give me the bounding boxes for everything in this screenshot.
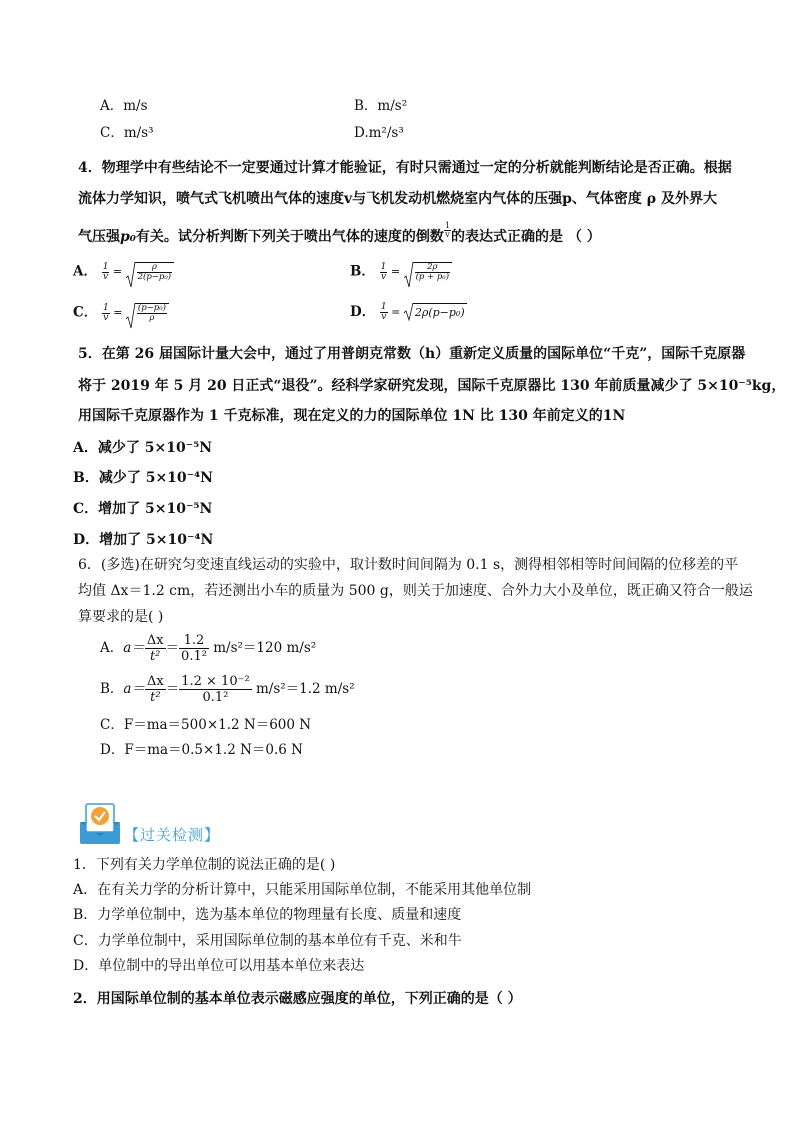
- q5-line-1: 5．在第 26 届国际计量大会中，通过了用普朗克常数（h）重新定义质量的国际单位“千克”，国际千克原器: [78, 346, 746, 362]
- q4-option-c: C． $\frac{1}{v}$ = $\frac{\text{(p−p₀)}}{\rho}$: [73, 303, 169, 323]
- q6-line-3: 算要求的是( ): [78, 609, 164, 625]
- q4-line-3: 气压强p₀有关。试分析判断下列关于喷出气体的速度的倒数 $\frac{1}{v}$ 的表达式正确的是 （ ）: [78, 221, 601, 245]
- p1-question: 1．下列有关力学单位制的说法正确的是( ): [73, 857, 336, 873]
- q4-option-a: A． $\frac{1}{v}$ = $\frac{\rho}{\text{2(p−p₀)}}$: [73, 262, 174, 282]
- p1-option-c: C．力学单位制中，采用国际单位制的基本单位有千克、米和牛: [73, 933, 462, 949]
- q6-line-1: 6．(多选)在研究匀变速直线运动的实验中，取计数时间间隔为 0.1 s，测得相邻相等时间间隔的位移差的平: [78, 557, 739, 573]
- q3-option-a: A．m/s: [100, 98, 148, 114]
- q3-option-d: D.m²/s³: [354, 125, 404, 141]
- q6-option-c: C．F＝ma＝500×1.2 N＝600 N: [100, 717, 312, 733]
- q5-option-c: C．增加了 5×10⁻⁵N: [73, 501, 213, 517]
- q4-line-1: 4．物理学中有些结论不一定要通过计算才能验证，有时只需通过一定的分析就能判断结论是否正确。根据: [78, 160, 732, 176]
- q6-option-a: A．a＝ $\frac{\Delta x}{\text{t²}}$ ＝ $\frac{1.2}{\text{0.1²}}$ m/s²＝120 m/s²: [100, 633, 317, 664]
- q6-line-2: 均值 Δx＝1.2 cm，若还测出小车的质量为 500 g，则关于加速度、合外力大小及单位，既正确又符合一般运: [78, 583, 753, 599]
- section-title: 【过关检测】: [124, 826, 221, 844]
- q6-option-d: D．F＝ma＝0.5×1.2 N＝0.6 N: [100, 742, 303, 758]
- p1-option-d: D．单位制中的导出单位可以用基本单位来表达: [73, 958, 365, 974]
- q3-option-c: C．m/s³: [100, 125, 154, 141]
- q4-option-b: B． $\frac{1}{v}$ = $\frac{2\rho}{\text{(p + p₀)}}$: [350, 262, 452, 282]
- q5-option-d: D．增加了 5×10⁻⁴N: [73, 532, 214, 548]
- q5-option-a: A．减少了 5×10⁻⁵N: [73, 440, 213, 456]
- p1-option-a: A．在有关力学的分析计算中，只能采用国际单位制，不能采用其他单位制: [73, 882, 532, 898]
- p1-option-b: B．力学单位制中，选为基本单位的物理量有长度、质量和速度: [73, 907, 462, 923]
- q3-option-b: B．m/s²: [354, 98, 408, 114]
- p2-question: 2．用国际单位制的基本单位表示磁感应强度的单位，下列正确的是（ ）: [73, 991, 522, 1007]
- q5-line-2: 将于 2019 年 5 月 20 日正式“退役”。经科学家研究发现，国际千克原器比 130 年前质量减少了 5×10⁻⁵kg，: [78, 378, 786, 394]
- check-badge-icon: [78, 800, 124, 846]
- q6-option-b: B．a＝ $\frac{\Delta x}{\text{t²}}$ ＝ $\frac{\text{1.2 × 10⁻²}}{\text{0.1²}}$ m/s²＝1.2 m/s²: [100, 674, 355, 705]
- q5-option-b: B．减少了 5×10⁻⁴N: [73, 470, 213, 486]
- q4-option-d: D． $\frac{1}{v}$ = 2ρ(p−p₀): [350, 302, 465, 322]
- q4-line-2: 流体力学知识，喷气式飞机喷出气体的速度v与飞机发动机燃烧室内气体的压强p、气体密度 ρ 及外界大: [78, 191, 717, 207]
- q5-line-3: 用国际千克原器作为 1 千克标准，现在定义的力的国际单位 1N 比 130 年前定义的1N: [78, 408, 626, 424]
